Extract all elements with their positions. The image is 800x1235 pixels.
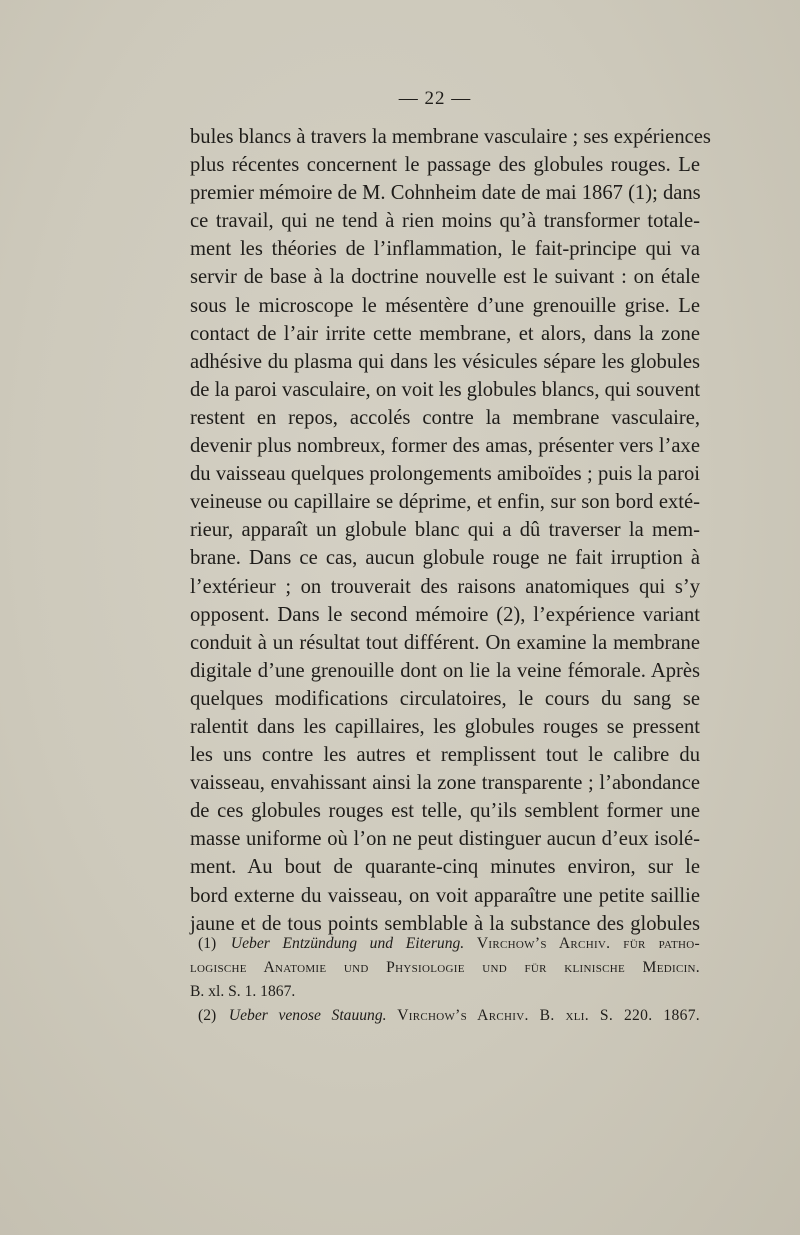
text-line: bord externe du vaisseau, on voit apparaître une petite saillie — [190, 884, 700, 907]
text-line: bules blancs à travers la membrane vasculaire ; ses expériences — [190, 126, 711, 148]
text-line: vaisseau, envahissant ainsi la zone transparente ; l’abondance — [190, 772, 700, 795]
text-line: ment. Au bout de quarante-cinq minutes environ, sur le — [190, 856, 700, 879]
text-line: adhésive du plasma qui dans les vésicules sépare les globules — [190, 350, 700, 373]
text-line: masse uniforme où l’on ne peut distinguer aucun d’eux isolé- — [190, 828, 700, 851]
text-line: devenir plus nombreux, former des amas, présenter vers l’axe — [190, 435, 700, 458]
footnotes — [190, 932, 700, 1028]
footnote-reference: B. xl. S. 1. 1867. — [190, 983, 296, 1000]
footnote-title: Ueber venose Stauung. — [228, 1007, 387, 1024]
text-line: quelques modifications circulatoires, le cours du sang se — [190, 687, 700, 710]
text-line: sous le microscope le mésentère d’une grenouille grise. Le — [190, 294, 700, 317]
footnote-reference: Virchow’s Archiv. für patho- — [476, 935, 701, 952]
text-line: contact de l’air irrite cette membrane, et alors, dans la zone — [190, 322, 700, 345]
text-line: ment les théories de l’inflammation, le fait-principe qui va — [190, 238, 700, 261]
footnote-marker: (1) — [198, 935, 217, 952]
text-line: rieur, apparaît un globule blanc qui a dû traverser la mem- — [190, 519, 700, 542]
text-line: l’extérieur ; on trouverait des raisons anatomiques qui s’y — [190, 575, 700, 598]
text-line: les uns contre les autres et remplissent tout le calibre du — [190, 744, 700, 767]
text-line: opposent. Dans le second mémoire (2), l’expérience variant — [190, 603, 700, 626]
text-line: plus récentes concernent le passage des globules rouges. Le — [190, 154, 700, 177]
footnote-1 — [190, 932, 700, 956]
footnote-marker: (2) — [198, 1007, 217, 1024]
footnote-reference: Virchow’s Archiv. B. xli. S. 220. 1867. — [397, 1007, 700, 1024]
text-line: servir de base à la doctrine nouvelle est le suivant : on étale — [190, 266, 700, 289]
page-number: — 22 — — [398, 88, 472, 109]
text-line: veineuse ou capillaire se déprime, et enfin, sur son bord exté- — [190, 491, 700, 514]
text-line: conduit à un résultat tout différent. On examine la membrane — [190, 631, 700, 654]
text-line: ralentit dans les capillaires, les globules rouges se pressent — [190, 715, 700, 738]
text-line: de ces globules rouges est telle, qu’ils semblent former une — [190, 800, 700, 823]
text-line: ce travail, qui ne tend à rien moins qu’à transformer totale- — [190, 210, 700, 233]
footnote-title: Ueber Entzündung und Eiterung. — [230, 935, 465, 952]
text-line: digitale d’une grenouille dont on lie la veine fémorale. Après — [190, 659, 700, 682]
footnote-2 — [190, 1004, 700, 1028]
text-line: jaune et de tous points semblable à la substance des globules — [190, 912, 700, 935]
text-line: de la paroi vasculaire, on voit les globules blancs, qui souvent — [190, 378, 701, 401]
text-line: restent en repos, accolés contre la membrane vasculaire, — [190, 406, 700, 429]
body-text — [190, 123, 711, 938]
text-line: premier mémoire de M. Cohnheim date de mai 1867 (1); dans — [190, 182, 701, 205]
text-line: brane. Dans ce cas, aucun globule rouge ne fait irruption à — [190, 547, 700, 570]
footnote-reference: logische Anatomie und Physiologie und für klinische Medicin. — [190, 959, 700, 976]
text-line: du vaisseau quelques prolongements amiboïdes ; puis la paroi — [190, 463, 700, 486]
